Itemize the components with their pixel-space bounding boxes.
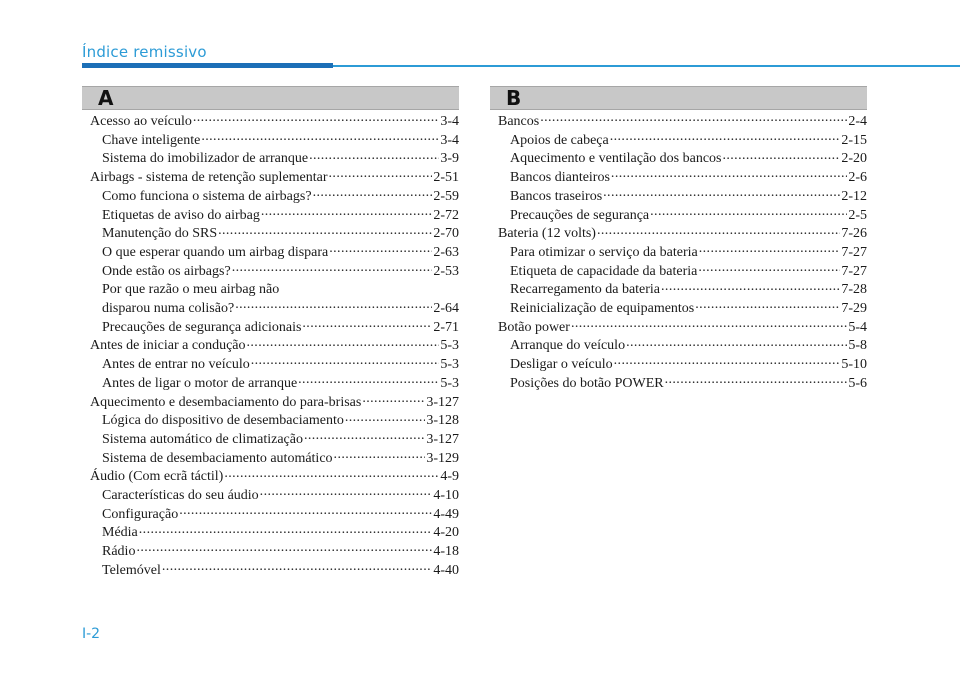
index-entry	[82, 450, 459, 469]
index-entry	[490, 300, 867, 319]
index-entry	[490, 225, 867, 244]
entry-text: Áudio (Com ecrã táctil)	[90, 469, 224, 485]
dot-leader	[261, 207, 432, 219]
index-entry	[490, 207, 867, 226]
entry-text: Como funciona o sistema de airbags?	[102, 188, 312, 204]
index-entry	[490, 263, 867, 282]
entry-page: 3-9	[440, 151, 459, 167]
dot-leader	[540, 113, 847, 125]
index-entry	[82, 468, 459, 487]
index-entry	[82, 431, 459, 450]
entry-page: 2-64	[433, 301, 459, 317]
dot-leader	[304, 431, 425, 443]
entry-page: 2-53	[433, 263, 459, 279]
entry-text: Sistema automático de climatização	[102, 431, 303, 447]
dot-leader	[611, 169, 847, 181]
entry-text: Antes de iniciar a condução	[90, 338, 246, 354]
entry-text: Por que razão o meu airbag não	[102, 282, 280, 298]
entry-page: 2-5	[848, 207, 867, 223]
index-column-a	[82, 113, 459, 581]
entry-page: 2-59	[433, 188, 459, 204]
dot-leader	[260, 487, 433, 499]
header-rule-thin	[333, 65, 960, 67]
entry-text: Etiquetas de aviso do airbag	[102, 207, 260, 223]
index-entry	[82, 375, 459, 394]
entry-text: Características do seu áudio	[102, 488, 259, 504]
entry-text: Manutenção do SRS	[102, 226, 218, 242]
index-entry	[82, 263, 459, 282]
index-entry	[82, 506, 459, 525]
index-entry	[82, 169, 459, 188]
index-entry	[490, 244, 867, 263]
entry-text: Precauções de segurança	[510, 207, 650, 223]
dot-leader	[139, 524, 433, 536]
entry-page: 3-128	[426, 413, 459, 429]
dot-leader	[699, 244, 841, 256]
entry-text: Apoios de cabeça	[510, 132, 609, 148]
entry-text: Recarregamento da bateria	[510, 282, 661, 298]
entry-page: 2-20	[841, 151, 867, 167]
entry-text: Bancos traseiros	[510, 188, 603, 204]
index-entry	[82, 132, 459, 151]
entry-text: disparou numa colisão?	[102, 301, 235, 317]
index-entry	[490, 132, 867, 151]
dot-leader	[345, 412, 426, 424]
index-entry	[82, 543, 459, 562]
dot-leader	[571, 319, 847, 331]
index-entry	[82, 113, 459, 132]
index-entry	[82, 394, 459, 413]
entry-text: Para otimizar o serviço da bateria	[510, 244, 698, 260]
dot-leader	[235, 300, 432, 312]
entry-page: 3-129	[426, 450, 459, 466]
entry-page: 3-127	[426, 394, 459, 410]
entry-text: Acesso ao veículo	[90, 114, 192, 129]
entry-page: 2-70	[433, 226, 459, 242]
entry-text: Bancos	[498, 114, 540, 129]
index-entry	[82, 412, 459, 431]
entry-page: 2-15	[841, 132, 867, 148]
index-entry	[82, 150, 459, 169]
dot-leader	[698, 263, 840, 275]
index-entry	[82, 337, 459, 356]
dot-leader	[603, 188, 840, 200]
entry-page: 4-49	[433, 506, 459, 522]
index-entry	[82, 487, 459, 506]
entry-text: Antes de entrar no veículo	[102, 357, 250, 373]
entry-page: 4-18	[433, 544, 459, 560]
entry-page: 7-29	[841, 301, 867, 317]
section-letter: A	[98, 86, 114, 110]
dot-leader	[162, 562, 432, 574]
index-entry	[490, 169, 867, 188]
dot-leader	[136, 543, 432, 555]
entry-page: 2-71	[433, 319, 459, 335]
dot-leader	[232, 263, 433, 275]
entry-page: 4-20	[433, 525, 459, 541]
dot-leader	[362, 394, 425, 406]
index-entry	[490, 150, 867, 169]
index-entry	[82, 524, 459, 543]
entry-page: 2-63	[433, 244, 459, 260]
entry-text: Bancos dianteiros	[510, 170, 610, 186]
entry-page: 2-51	[433, 170, 459, 186]
dot-leader	[626, 337, 847, 349]
index-entry	[490, 281, 867, 300]
dot-leader	[298, 375, 439, 387]
index-entry	[82, 207, 459, 226]
dot-leader	[302, 319, 432, 331]
dot-leader	[614, 356, 841, 368]
entry-page: 3-4	[440, 132, 459, 148]
entry-page: 5-6	[848, 375, 867, 391]
dot-leader	[597, 225, 840, 237]
entry-text: Média	[102, 525, 138, 541]
entry-page: 5-3	[440, 338, 459, 354]
page-number: I-2	[82, 626, 101, 642]
index-entry	[82, 244, 459, 263]
entry-page: 3-4	[440, 114, 459, 129]
dot-leader	[247, 337, 440, 349]
entry-text: Botão power	[498, 319, 570, 335]
section-letter: B	[506, 86, 522, 110]
dot-leader	[334, 450, 426, 462]
entry-text: Configuração	[102, 506, 179, 522]
dot-leader	[610, 132, 841, 144]
entry-text: Etiqueta de capacidade da bateria	[510, 263, 698, 279]
entry-page: 5-10	[841, 357, 867, 373]
entry-text: Bateria (12 volts)	[498, 226, 596, 242]
dot-leader	[218, 225, 432, 237]
index-entry	[490, 356, 867, 375]
entry-text: Sistema de desembaciamento automático	[102, 450, 333, 466]
index-entry	[82, 319, 459, 338]
entry-text: Antes de ligar o motor de arranque	[102, 375, 298, 391]
dot-leader	[695, 300, 840, 312]
index-column-b	[490, 113, 867, 394]
index-entry	[490, 319, 867, 338]
dot-leader	[661, 281, 840, 293]
section-letter-bar-a	[82, 86, 459, 110]
entry-text: Airbags - sistema de retenção suplementar	[90, 170, 328, 186]
entry-page: 2-72	[433, 207, 459, 223]
entry-page: 2-12	[841, 188, 867, 204]
entry-page: 4-40	[433, 562, 459, 578]
entry-text: Sistema do imobilizador de arranque	[102, 151, 309, 167]
entry-page: 7-28	[841, 282, 867, 298]
entry-page: 5-4	[848, 319, 867, 335]
dot-leader	[665, 375, 848, 387]
dot-leader	[201, 132, 439, 144]
entry-text: Aquecimento e desembaciamento do para-brisas	[90, 394, 362, 410]
entry-text: Onde estão os airbags?	[102, 263, 231, 279]
index-entry	[82, 562, 459, 581]
entry-page: 5-3	[440, 375, 459, 391]
dot-leader	[722, 150, 840, 162]
entry-text: Chave inteligente	[102, 132, 201, 148]
index-entry	[82, 356, 459, 375]
index-entry	[82, 188, 459, 207]
entry-text: Desligar o veículo	[510, 357, 613, 373]
index-entry	[82, 300, 459, 319]
entry-text: O que esperar quando um airbag dispara	[102, 244, 329, 260]
entry-page: 4-10	[433, 488, 459, 504]
index-entry	[490, 337, 867, 356]
entry-page: 4-9	[440, 469, 459, 485]
dot-leader	[179, 506, 432, 518]
entry-page: 5-3	[440, 357, 459, 373]
entry-page: 7-26	[841, 226, 867, 242]
dot-leader	[193, 113, 439, 125]
dot-leader	[251, 356, 440, 368]
entry-text: Precauções de segurança adicionais	[102, 319, 302, 335]
entry-page: 5-8	[848, 338, 867, 354]
entry-page: 7-27	[841, 244, 867, 260]
entry-page: 3-127	[426, 431, 459, 447]
entry-text: Posições do botão POWER	[510, 375, 664, 391]
index-entry	[490, 375, 867, 394]
index-entry-line	[82, 281, 459, 300]
header-rule-thick	[82, 63, 333, 68]
dot-leader	[329, 169, 433, 181]
entry-text: Reinicialização de equipamentos	[510, 301, 695, 317]
entry-page: 2-4	[848, 114, 867, 129]
dot-leader	[224, 468, 439, 480]
index-entry	[490, 188, 867, 207]
entry-text: Rádio	[102, 544, 136, 560]
entry-text: Lógica do dispositivo de desembaciamento	[102, 413, 344, 429]
entry-text: Telemóvel	[102, 562, 161, 578]
dot-leader	[309, 150, 439, 162]
entry-text: Aquecimento e ventilação dos bancos	[510, 151, 722, 167]
index-entry	[490, 113, 867, 132]
index-entry	[82, 225, 459, 244]
dot-leader	[313, 188, 433, 200]
dot-leader	[650, 207, 847, 219]
section-letter-bar-b	[490, 86, 867, 110]
dot-leader	[329, 244, 432, 256]
page-title: Índice remissivo	[82, 43, 207, 61]
entry-page: 7-27	[841, 263, 867, 279]
entry-page: 2-6	[848, 170, 867, 186]
entry-text: Arranque do veículo	[510, 338, 626, 354]
